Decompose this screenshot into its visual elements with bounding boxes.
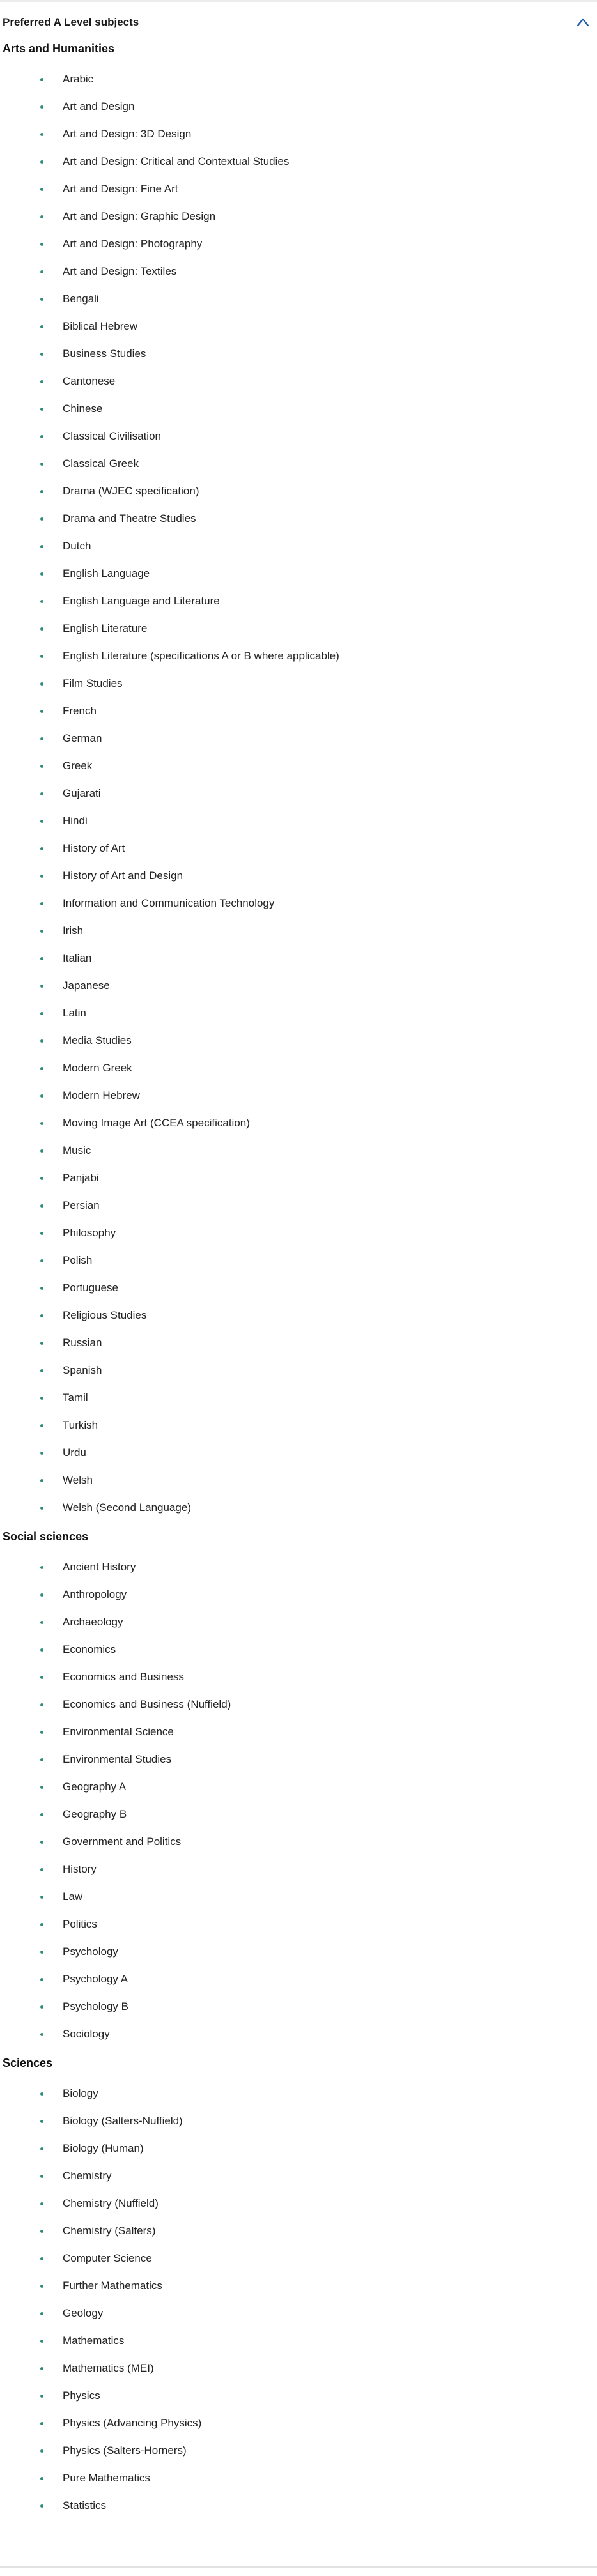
bullet-icon (40, 2257, 43, 2260)
list-item (0, 2217, 597, 2244)
list-item (0, 257, 597, 285)
bullet-icon (40, 655, 43, 658)
list-item (0, 1246, 597, 1274)
bullet-icon (40, 1593, 43, 1597)
list-item (0, 587, 597, 615)
list-item (0, 1137, 597, 1164)
subject-label: Environmental Science (63, 1726, 174, 1738)
list-item (0, 1329, 597, 1356)
list-item (0, 120, 597, 148)
list-item (0, 2244, 597, 2272)
subject-label: Hindi (63, 815, 88, 827)
list-item (0, 2464, 597, 2492)
bullet-icon (40, 490, 43, 493)
subject-label: Mathematics (MEI) (63, 2362, 154, 2374)
subject-label: English Language (63, 567, 150, 579)
bullet-icon (40, 1841, 43, 1844)
list-item (0, 972, 597, 999)
list-item (0, 1164, 597, 1192)
list-item (0, 1411, 597, 1439)
list-item (0, 1192, 597, 1219)
subject-label: Art and Design: Graphic Design (63, 210, 216, 222)
bullet-icon (40, 2340, 43, 2343)
bullet-icon (40, 270, 43, 273)
list-item (0, 203, 597, 230)
list-item (0, 532, 597, 560)
list-item (0, 1466, 597, 1494)
list-item (0, 615, 597, 642)
subject-label: Information and Communication Technology (63, 897, 275, 909)
subject-label: Moving Image Art (CCEA specification) (63, 1117, 250, 1129)
list-item (0, 422, 597, 450)
accordion-header[interactable] (0, 9, 597, 36)
subject-label: History (63, 1863, 97, 1875)
subject-label: Anthropology (63, 1588, 127, 1600)
list-item (0, 65, 597, 93)
bullet-icon (40, 545, 43, 548)
bullet-icon (40, 1424, 43, 1427)
top-divider (0, 0, 597, 2)
subject-label: Government and Politics (63, 1836, 182, 1848)
list-item (0, 1274, 597, 1301)
list-item (0, 752, 597, 779)
subject-label: Further Mathematics (63, 2280, 162, 2292)
bullet-icon (40, 572, 43, 576)
list-item (0, 2354, 597, 2382)
subject-label: Geography A (63, 1781, 127, 1793)
bullet-icon (40, 1703, 43, 1706)
bullet-icon (40, 435, 43, 438)
list-item (0, 2327, 597, 2354)
list-item (0, 1384, 597, 1411)
list-item (0, 2492, 597, 2519)
subject-label: Politics (63, 1918, 97, 1930)
list-item (0, 1439, 597, 1466)
subject-label: Bengali (63, 293, 99, 305)
subject-label: Drama and Theatre Studies (63, 512, 196, 525)
list-item (0, 834, 597, 862)
bullet-icon (40, 1676, 43, 1679)
subject-label: Dutch (63, 540, 91, 552)
bullet-icon (40, 1758, 43, 1761)
bullet-icon (40, 2504, 43, 2508)
subject-label: Persian (63, 1199, 100, 1211)
bullet-icon (40, 2285, 43, 2288)
bullet-icon (40, 353, 43, 356)
list-item (0, 1883, 597, 1910)
subject-label: Russian (63, 1337, 102, 1349)
list-item (0, 1965, 597, 1993)
bullet-icon (40, 1369, 43, 1372)
list-item (0, 2080, 597, 2107)
subject-label: Religious Studies (63, 1309, 147, 1321)
bullet-icon (40, 2395, 43, 2398)
bullet-icon (40, 2147, 43, 2150)
bullet-icon (40, 2367, 43, 2370)
bullet-icon (40, 1923, 43, 1926)
subject-label: Drama (WJEC specification) (63, 485, 199, 497)
subject-label: Media Studies (63, 1034, 132, 1046)
list-item (0, 230, 597, 257)
subject-label: Art and Design (63, 100, 135, 112)
list-item (0, 779, 597, 807)
list-item (0, 862, 597, 889)
subject-list (0, 2074, 597, 2523)
bullet-icon (40, 2230, 43, 2233)
bullet-icon (40, 1259, 43, 1262)
bullet-icon (40, 957, 43, 960)
bullet-icon (40, 1067, 43, 1070)
bullet-icon (40, 710, 43, 713)
list-item (0, 505, 597, 532)
list-item (0, 1663, 597, 1690)
subject-label: Modern Hebrew (63, 1089, 140, 1101)
bullet-icon (40, 2477, 43, 2480)
list-item (0, 1993, 597, 2020)
list-item (0, 312, 597, 340)
subject-group (0, 2051, 597, 2523)
bullet-icon (40, 105, 43, 109)
bullet-icon (40, 1648, 43, 1652)
chevron-up-icon[interactable] (570, 10, 596, 35)
subject-label: Physics (63, 2389, 100, 2402)
subject-label: Spanish (63, 1364, 102, 1376)
subject-label: Pure Mathematics (63, 2472, 150, 2484)
list-item (0, 367, 597, 395)
bullet-icon (40, 1978, 43, 1981)
subject-label: Biblical Hebrew (63, 320, 138, 332)
subject-label: Polish (63, 1254, 93, 1266)
bullet-icon (40, 792, 43, 795)
subject-label: French (63, 705, 97, 717)
subject-label: Computer Science (63, 2252, 152, 2264)
list-item (0, 340, 597, 367)
list-item (0, 697, 597, 724)
subject-label: Biology (63, 2087, 98, 2099)
subject-group (0, 1525, 597, 2051)
list-item (0, 1690, 597, 1718)
subject-label: Art and Design: Critical and Contextual Studies (63, 155, 290, 167)
bullet-icon (40, 1506, 43, 1510)
subject-label: History of Art (63, 842, 125, 854)
subject-label: Art and Design: Textiles (63, 265, 177, 277)
subject-label: Latin (63, 1007, 86, 1019)
subject-label: Sociology (63, 2028, 110, 2040)
subject-label: Italian (63, 952, 92, 964)
subject-label: Music (63, 1144, 91, 1156)
subject-label: Art and Design: Photography (63, 238, 203, 250)
subject-label: Turkish (63, 1419, 98, 1431)
subject-label: Greek (63, 760, 93, 772)
list-item (0, 944, 597, 972)
list-item (0, 175, 597, 203)
list-item (0, 2135, 597, 2162)
list-item (0, 1301, 597, 1329)
bullet-icon (40, 847, 43, 850)
bullet-icon (40, 875, 43, 878)
subject-label: Geography B (63, 1808, 127, 1820)
bullet-icon (40, 1314, 43, 1317)
bullet-icon (40, 1951, 43, 1954)
list-item (0, 93, 597, 120)
bullet-icon (40, 2005, 43, 2009)
subject-label: Statistics (63, 2499, 107, 2511)
list-item (0, 642, 597, 670)
subject-label: Japanese (63, 979, 110, 992)
list-item (0, 1027, 597, 1054)
bullet-icon (40, 1204, 43, 1208)
list-item (0, 1553, 597, 1581)
subject-label: Archaeology (63, 1616, 123, 1628)
bullet-icon (40, 325, 43, 328)
list-item (0, 1773, 597, 1800)
bullet-icon (40, 1731, 43, 1734)
list-item (0, 2437, 597, 2464)
group-heading: Sciences (3, 2057, 53, 2069)
bullet-icon (40, 2312, 43, 2315)
bullet-icon (40, 1149, 43, 1153)
bullet-icon (40, 133, 43, 136)
list-item (0, 395, 597, 422)
list-item (0, 724, 597, 752)
list-item (0, 148, 597, 175)
list-item (0, 2382, 597, 2409)
list-item (0, 2020, 597, 2048)
list-item (0, 2272, 597, 2299)
subject-label: Psychology (63, 1945, 118, 1958)
chevron-up-icon-graphic (576, 17, 590, 27)
subject-label: Art and Design: 3D Design (63, 128, 192, 140)
list-item (0, 1219, 597, 1246)
list-item (0, 1828, 597, 1855)
bullet-icon (40, 2175, 43, 2178)
panel-title: Preferred A Level subjects (3, 16, 139, 28)
list-item (0, 1636, 597, 1663)
bullet-icon (40, 215, 43, 218)
subject-label: Economics (63, 1643, 116, 1655)
bullet-icon (40, 1122, 43, 1125)
subject-list (0, 60, 597, 1525)
subject-label: Mathematics (63, 2334, 125, 2347)
subject-label: Art and Design: Fine Art (63, 183, 178, 195)
subject-list (0, 1548, 597, 2051)
subject-label: Physics (Salters-Horners) (63, 2444, 187, 2457)
list-item (0, 917, 597, 944)
list-item (0, 1938, 597, 1965)
list-item (0, 1800, 597, 1828)
subject-label: Panjabi (63, 1172, 99, 1184)
bullet-icon (40, 2033, 43, 2036)
subject-label: Portuguese (63, 1282, 118, 1294)
subject-label: Ancient History (63, 1561, 136, 1573)
list-item (0, 450, 597, 477)
bullet-icon (40, 160, 43, 164)
subject-label: Modern Greek (63, 1062, 132, 1074)
list-item (0, 2189, 597, 2217)
bullet-icon (40, 1479, 43, 1482)
bullet-icon (40, 2422, 43, 2425)
subject-label: Chemistry (Nuffield) (63, 2197, 159, 2209)
subject-label: Economics and Business (63, 1671, 184, 1683)
subject-label: Philosophy (63, 1227, 116, 1239)
subject-label: English Literature (specifications A or B where applicable) (63, 650, 339, 662)
list-item (0, 560, 597, 587)
subject-label: Environmental Studies (63, 1753, 172, 1765)
bullet-icon (40, 737, 43, 740)
subject-label: Chemistry (Salters) (63, 2225, 156, 2237)
bullet-icon (40, 1786, 43, 1789)
bullet-icon (40, 1012, 43, 1015)
subject-label: Psychology A (63, 1973, 128, 1985)
bottom-divider (0, 2566, 597, 2568)
list-item (0, 1855, 597, 1883)
subject-label: Gujarati (63, 787, 101, 799)
list-item (0, 1109, 597, 1137)
subject-label: Arabic (63, 73, 94, 85)
subject-group (0, 37, 597, 1525)
list-item (0, 2107, 597, 2135)
list-item (0, 1910, 597, 1938)
bullet-icon (40, 380, 43, 383)
bullet-icon (40, 985, 43, 988)
bullet-icon (40, 1342, 43, 1345)
subject-label: Chemistry (63, 2170, 112, 2182)
bullet-icon (40, 1896, 43, 1899)
subject-label: Chinese (63, 402, 103, 415)
list-item (0, 1718, 597, 1745)
list-item (0, 1082, 597, 1109)
subject-label: Cantonese (63, 375, 116, 387)
bullet-icon (40, 1094, 43, 1098)
subject-label: Classical Civilisation (63, 430, 161, 442)
list-item (0, 477, 597, 505)
subject-label: Physics (Advancing Physics) (63, 2417, 202, 2429)
bullet-icon (40, 1397, 43, 1400)
subject-label: Economics and Business (Nuffield) (63, 1698, 231, 1710)
bullet-icon (40, 408, 43, 411)
bullet-icon (40, 765, 43, 768)
bullet-icon (40, 2202, 43, 2205)
subject-label: Biology (Human) (63, 2142, 144, 2154)
bullet-icon (40, 627, 43, 631)
list-item (0, 2409, 597, 2437)
list-item (0, 285, 597, 312)
bullet-icon (40, 1287, 43, 1290)
bullet-icon (40, 78, 43, 81)
subject-label: Tamil (63, 1392, 88, 1404)
subject-label: Geology (63, 2307, 104, 2319)
bullet-icon (40, 2120, 43, 2123)
group-heading: Social sciences (3, 1530, 89, 1543)
subject-label: Classical Greek (63, 457, 139, 470)
group-heading: Arts and Humanities (3, 42, 115, 55)
list-item (0, 1356, 597, 1384)
list-item (0, 1581, 597, 1608)
bullet-icon (40, 1621, 43, 1624)
bullet-icon (40, 902, 43, 905)
bullet-icon (40, 820, 43, 823)
bullet-icon (40, 2450, 43, 2453)
bullet-icon (40, 1813, 43, 1816)
list-item (0, 1745, 597, 1773)
bullet-icon (40, 682, 43, 686)
list-item (0, 1054, 597, 1082)
bullet-icon (40, 243, 43, 246)
bullet-icon (40, 2092, 43, 2096)
list-item (0, 670, 597, 697)
subject-label: English Literature (63, 622, 148, 634)
subject-label: Irish (63, 924, 84, 937)
bullet-icon (40, 1039, 43, 1043)
subject-label: Film Studies (63, 677, 123, 689)
list-item (0, 807, 597, 834)
subject-label: German (63, 732, 102, 744)
bullet-icon (40, 1452, 43, 1455)
bullet-icon (40, 518, 43, 521)
bullet-icon (40, 600, 43, 603)
bullet-icon (40, 1177, 43, 1180)
subject-label: Law (63, 1890, 83, 1903)
subject-label: Business Studies (63, 348, 146, 360)
list-item (0, 999, 597, 1027)
list-item (0, 889, 597, 917)
list-item (0, 2162, 597, 2189)
bullet-icon (40, 1232, 43, 1235)
subject-label: Welsh (63, 1474, 93, 1486)
bullet-icon (40, 1868, 43, 1871)
bullet-icon (40, 463, 43, 466)
subject-label: English Language and Literature (63, 595, 220, 607)
subject-label: Biology (Salters-Nuffield) (63, 2115, 183, 2127)
bullet-icon (40, 298, 43, 301)
subject-groups (0, 37, 597, 2523)
subject-label: Urdu (63, 1446, 86, 1459)
bullet-icon (40, 1566, 43, 1569)
bullet-icon (40, 188, 43, 191)
bullet-icon (40, 930, 43, 933)
list-item (0, 1608, 597, 1636)
subject-label: History of Art and Design (63, 870, 183, 882)
list-item (0, 1494, 597, 1521)
subject-label: Psychology B (63, 2000, 128, 2012)
subject-label: Welsh (Second Language) (63, 1501, 191, 1514)
list-item (0, 2299, 597, 2327)
